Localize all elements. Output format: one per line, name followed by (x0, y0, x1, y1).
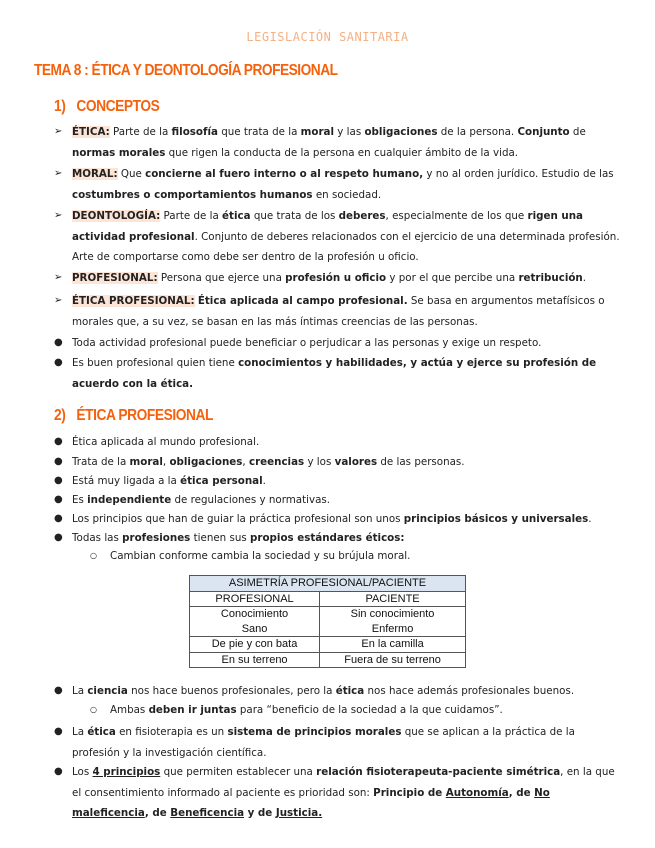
bullet-ligada: ● Está muy ligada a la ética personal. (54, 471, 624, 492)
arrow-bullet-icon: ➢ (54, 295, 63, 306)
concept-profesional: ➢ PROFESIONAL: Persona que ejerce una profesión u oficio y por el que percibe una retribución. (54, 268, 624, 289)
concept-etica: ➢ ÉTICA: Parte de la filosofía que trata de la moral y las obligaciones de la persona. Conjunto de normas morales que rigen la conducta de la persona en cualquier ámbito de la vida. (54, 122, 624, 163)
bullet-actividad: ● Toda actividad profesional puede beneficiar o perjudicar a las personas y exige un respeto. (54, 333, 624, 354)
table-cell: Sano (190, 622, 320, 637)
sub-bullet-ambas: ○ Ambas deben ir juntas para “beneficio de la sociedad a la que cuidamos”. (90, 700, 620, 720)
table-cell: En la camilla (320, 637, 466, 653)
concept-moral: ➢ MORAL: Que concierne al fuero interno o al respeto humano, y no al orden jurídico. Estudio de las costumbres o comportamientos humanos en sociedad. (54, 164, 624, 205)
arrow-bullet-icon: ➢ (54, 272, 63, 283)
dot-bullet-icon: ● (54, 337, 63, 348)
dot-bullet-icon: ● (54, 357, 63, 368)
bullet-buen-profesional: ● Es buen profesional quien tiene conocimientos y habilidades, y actúa y ejerce su profesión de acuerdo con la ética. (54, 353, 624, 394)
table-cell: Conocimiento (190, 607, 320, 622)
arrow-bullet-icon: ➢ (54, 168, 63, 179)
bullet-ciencia: ● La ciencia nos hace buenos profesionales, pero la ética nos hace además profesionales buenos. (54, 681, 624, 702)
table-cell: Sin conocimiento (320, 607, 466, 622)
bullet-fisioterapia: ● La ética en fisioterapia es un sistema de principios morales que se aplican a la práctica de la profesión y la investigación científica. (54, 722, 624, 763)
table-cell: En su terreno (190, 652, 320, 668)
section-1-heading (54, 98, 159, 116)
arrow-bullet-icon: ➢ (54, 126, 63, 137)
bullet-4-principios: ● Los 4 principios que permiten establecer una relación fisioterapeuta-paciente simétrica, en la que el consentimiento informado al paciente es prioridad son: Principio de Autonomía, de No maleficencia, de Beneficencia y de Justicia. (54, 762, 624, 824)
concept-etica-profesional: ➢ ÉTICA PROFESIONAL: Ética aplicada al campo profesional. Se basa en argumentos metafísicos o morales que, a su vez, se basan en las más íntimas creencias de las personas. (54, 291, 624, 332)
term-deontologia: DEONTOLOGÍA: (72, 210, 161, 222)
term-moral: MORAL: (72, 168, 118, 180)
table-cell: Fuera de su terreno (320, 652, 466, 668)
term-profesional: PROFESIONAL: (72, 272, 158, 284)
bullet-principios-basicos: ● Los principios que han de guiar la práctica profesional son unos principios básicos y universales. (54, 509, 624, 530)
dot-bullet-icon: ● (54, 766, 63, 777)
arrow-bullet-icon: ➢ (54, 210, 63, 221)
term-etica: ÉTICA: (72, 126, 110, 138)
dot-bullet-icon: ● (54, 726, 63, 737)
dot-bullet-icon: ● (54, 494, 63, 505)
table-cell: Enfermo (320, 622, 466, 637)
dot-bullet-icon: ● (54, 513, 63, 524)
dot-bullet-icon: ● (54, 685, 63, 696)
dot-bullet-icon: ● (54, 475, 63, 486)
page-title: TEMA 8 : ÉTICA Y DEONTOLOGÍA PROFESIONAL (34, 62, 338, 79)
bullet-trata: ● Trata de la moral, obligaciones, creencias y los valores de las personas. (54, 452, 624, 473)
circle-bullet-icon: ○ (90, 705, 97, 714)
sub-bullet-cambian: ○ Cambian conforme cambia la sociedad y su brújula moral. (90, 546, 620, 566)
section-2-heading (54, 407, 213, 425)
bullet-independiente: ● Es independiente de regulaciones y normativas. (54, 490, 624, 511)
circle-bullet-icon: ○ (90, 551, 97, 560)
section-2-title: ÉTICA PROFESIONAL (76, 407, 214, 424)
page-header: LEGISLACIÓN SANITARIA (246, 30, 409, 44)
section-2-number: 2) (54, 407, 66, 424)
term-etica-profesional: ÉTICA PROFESIONAL: (72, 295, 195, 307)
table-header-profesional: PROFESIONAL (190, 591, 320, 607)
dot-bullet-icon: ● (54, 456, 63, 467)
bullet-aplicada: ● Ética aplicada al mundo profesional. (54, 432, 624, 453)
table-title: ASIMETRÍA PROFESIONAL/PACIENTE (190, 576, 466, 592)
asimetria-table (189, 575, 466, 668)
bullet-profesiones: ● Todas las profesiones tienen sus propios estándares éticos: (54, 528, 624, 549)
section-1-title: CONCEPTOS (76, 98, 160, 115)
dot-bullet-icon: ● (54, 436, 63, 447)
concept-deontologia: ➢ DEONTOLOGÍA: Parte de la ética que trata de los deberes, especialmente de los que rigen una actividad profesional. Conjunto de deberes relacionados con el ejercicio de una determinada profesión. Arte de comportarse como debe ser dentro de la profesión u oficio. (54, 206, 624, 268)
section-1-number: 1) (54, 98, 66, 115)
table-cell: De pie y con bata (190, 637, 320, 653)
dot-bullet-icon: ● (54, 532, 63, 543)
table-header-paciente: PACIENTE (320, 591, 466, 607)
